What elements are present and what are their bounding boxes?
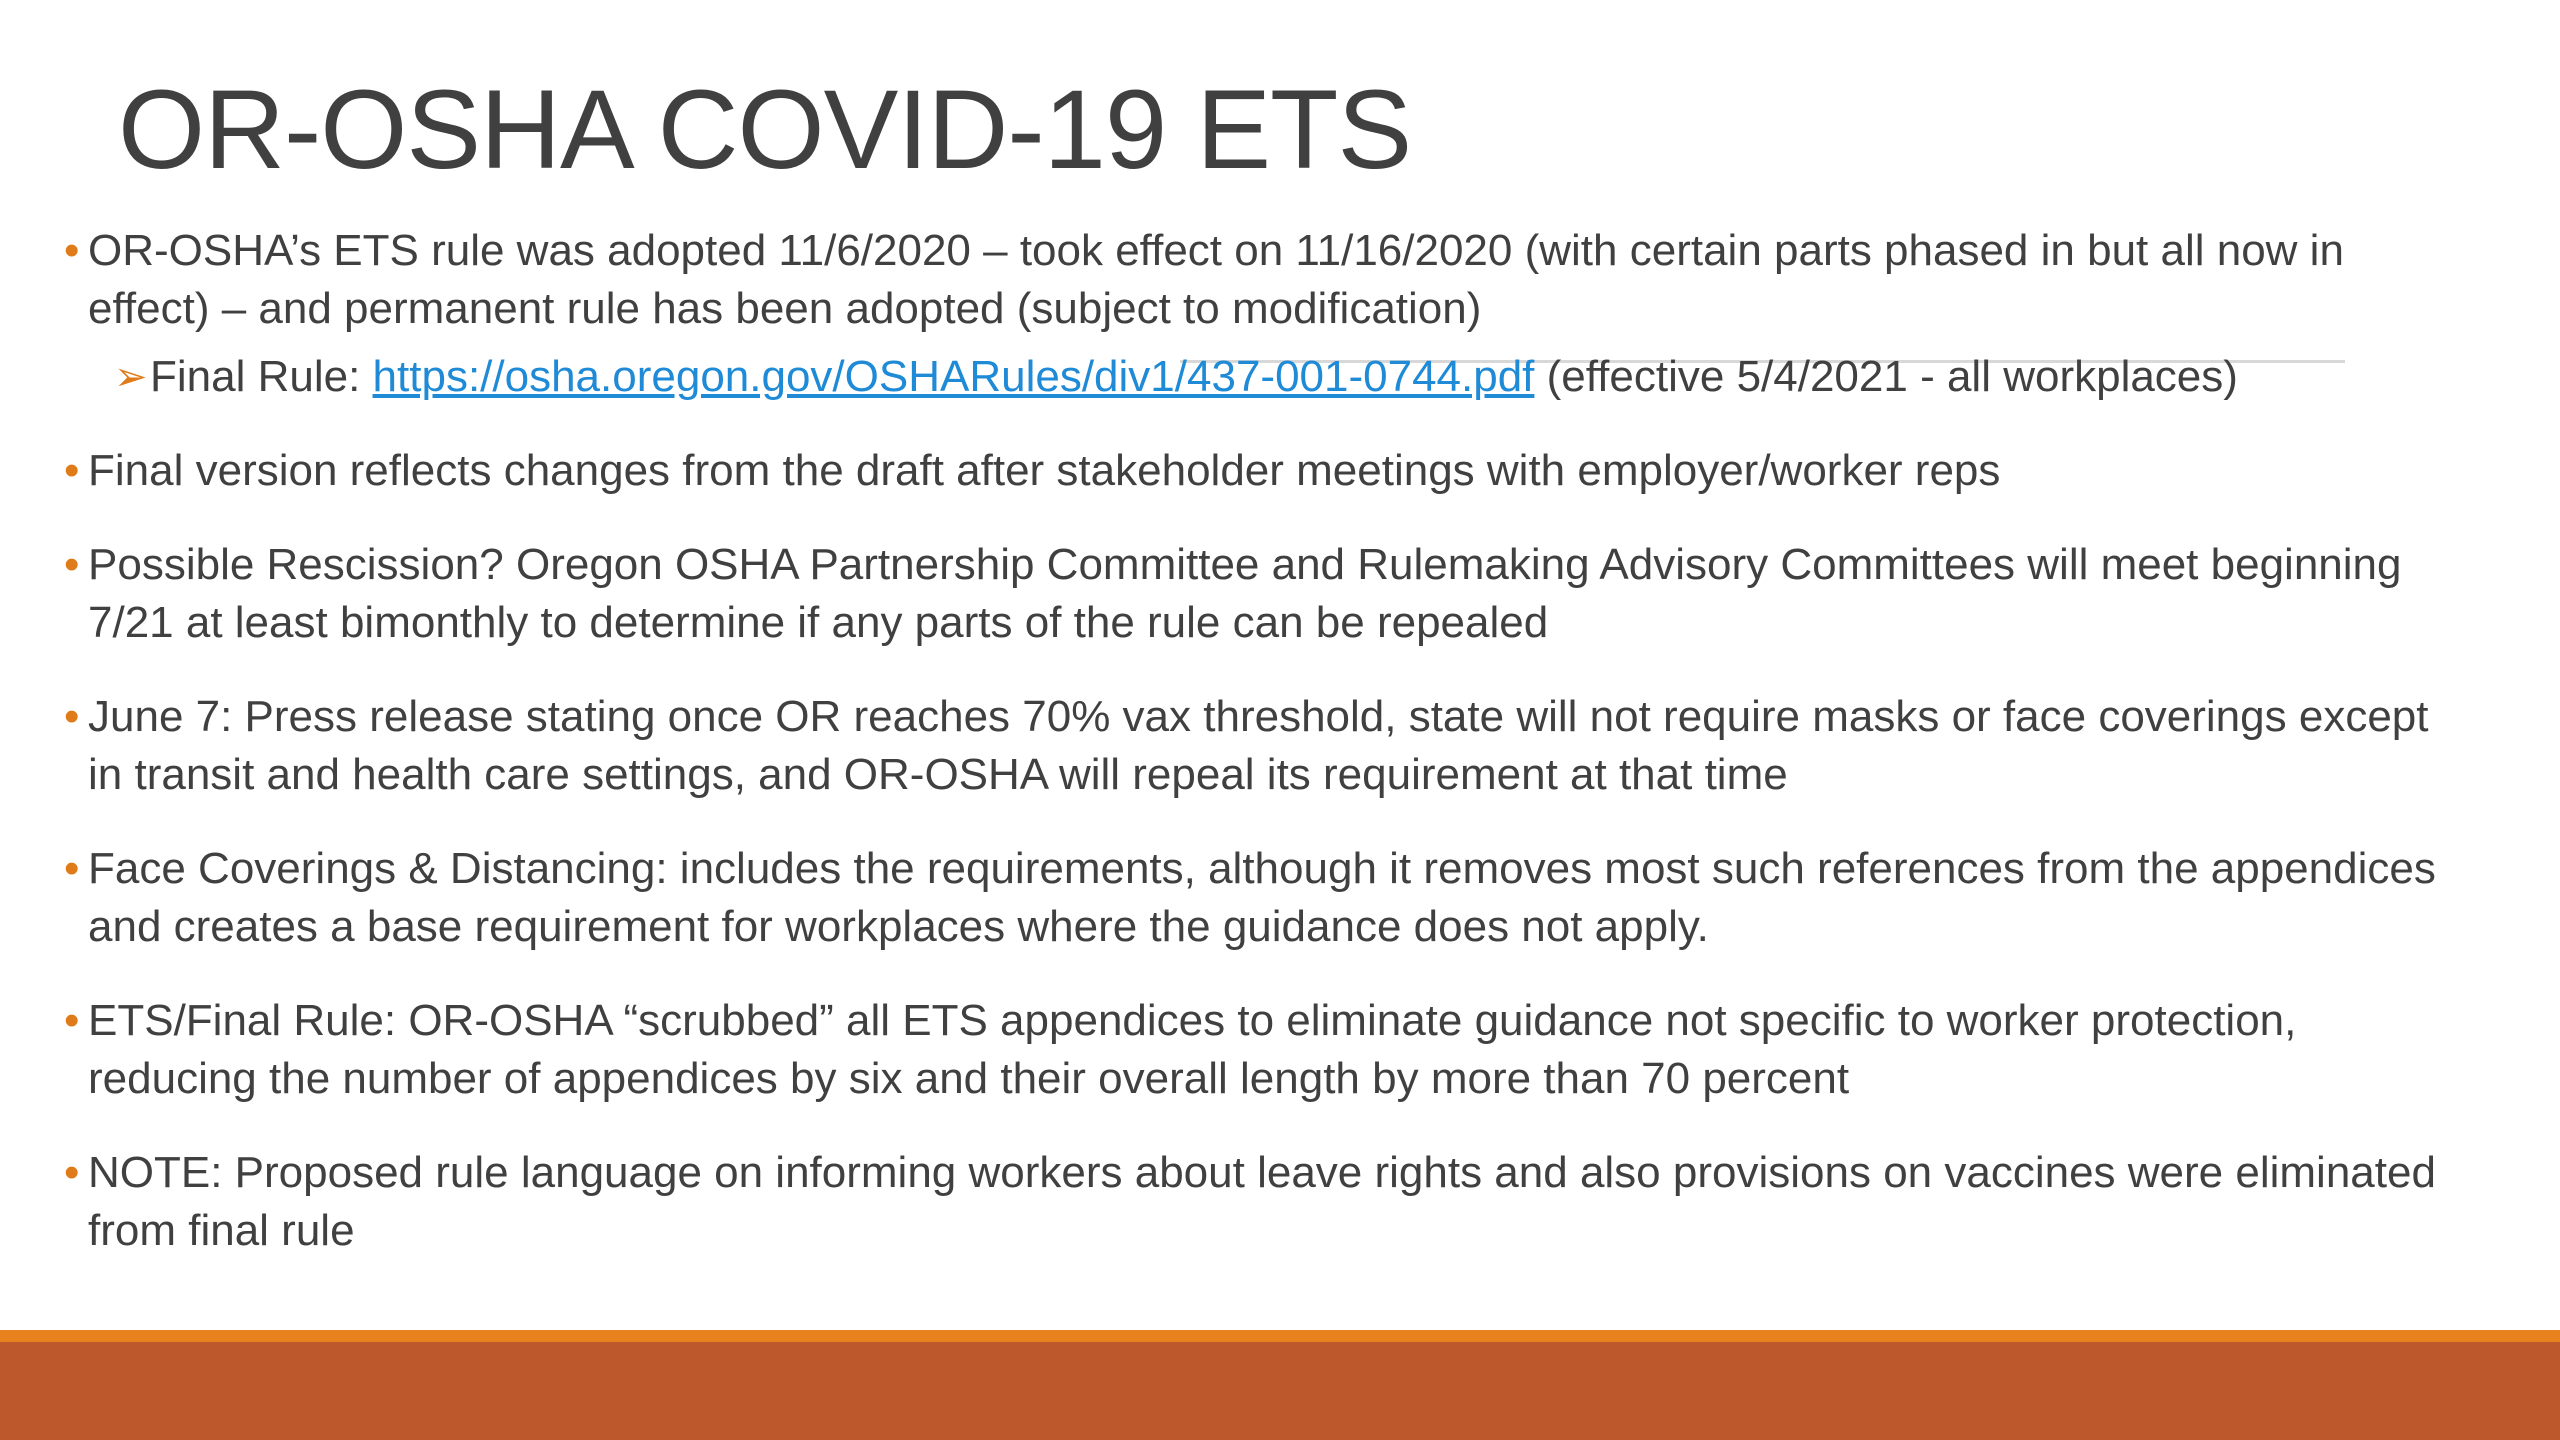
- bullet-item: [64, 222, 2444, 338]
- bullet-item: [64, 688, 2444, 804]
- bullet-item: [64, 992, 2444, 1108]
- slide-title: OR-OSHA COVID-19 ETS: [118, 67, 1412, 192]
- bullet-text: NOTE: Proposed rule language on informing workers about leave rights and also provisions on vaccines were eliminated from final rule: [88, 1148, 2436, 1255]
- bullet-text: ETS/Final Rule: OR-OSHA “scrubbed” all ETS appendices to eliminate guidance not specific to worker protection, reducing the number of appendices by six and their overall length by more than 70 percent: [88, 996, 2297, 1103]
- bullet-dot-icon: •: [64, 1148, 80, 1197]
- slide-body: [64, 222, 2444, 1296]
- footer-accent-stripe: [0, 1330, 2560, 1342]
- bullet-text: Face Coverings & Distancing: includes the requirements, although it removes most such references from the appendices and creates a base requirement for workplaces where the guidance does not apply.: [88, 844, 2436, 951]
- bullet-item: [64, 840, 2444, 956]
- sub-bullet-suffix: (effective 5/4/2021 - all workplaces): [1534, 352, 2238, 401]
- arrow-bullet-icon: ➢: [114, 355, 148, 399]
- bullet-item: [64, 1144, 2444, 1260]
- bullet-text: Possible Rescission? Oregon OSHA Partnership Committee and Rulemaking Advisory Committees will meet beginning 7/21 at least bimonthly to determine if any parts of the rule can be repealed: [88, 540, 2402, 647]
- bullet-dot-icon: •: [64, 446, 80, 495]
- bullet-dot-icon: •: [64, 226, 80, 275]
- bullet-dot-icon: •: [64, 540, 80, 589]
- sub-bullet-item: [64, 348, 2444, 406]
- final-rule-link[interactable]: https://osha.oregon.gov/OSHARules/div1/437-001-0744.pdf: [372, 352, 1535, 401]
- footer-band: [0, 1342, 2560, 1440]
- bullet-dot-icon: •: [64, 844, 80, 893]
- sub-bullet-prefix: Final Rule:: [150, 352, 373, 401]
- bullet-dot-icon: •: [64, 996, 80, 1045]
- bullet-text: OR-OSHA’s ETS rule was adopted 11/6/2020 – took effect on 11/16/2020 (with certain parts phased in but all now in effect) – and permanent rule has been adopted (subject to modification): [88, 226, 2344, 333]
- bullet-item: [64, 536, 2444, 652]
- bullet-dot-icon: •: [64, 692, 80, 741]
- bullet-item: [64, 442, 2444, 500]
- bullet-text: June 7: Press release stating once OR reaches 70% vax threshold, state will not require masks or face coverings except in transit and health care settings, and OR-OSHA will repeal its requirement at that time: [88, 692, 2429, 799]
- bullet-text: Final version reflects changes from the draft after stakeholder meetings with employer/worker reps: [88, 446, 2001, 495]
